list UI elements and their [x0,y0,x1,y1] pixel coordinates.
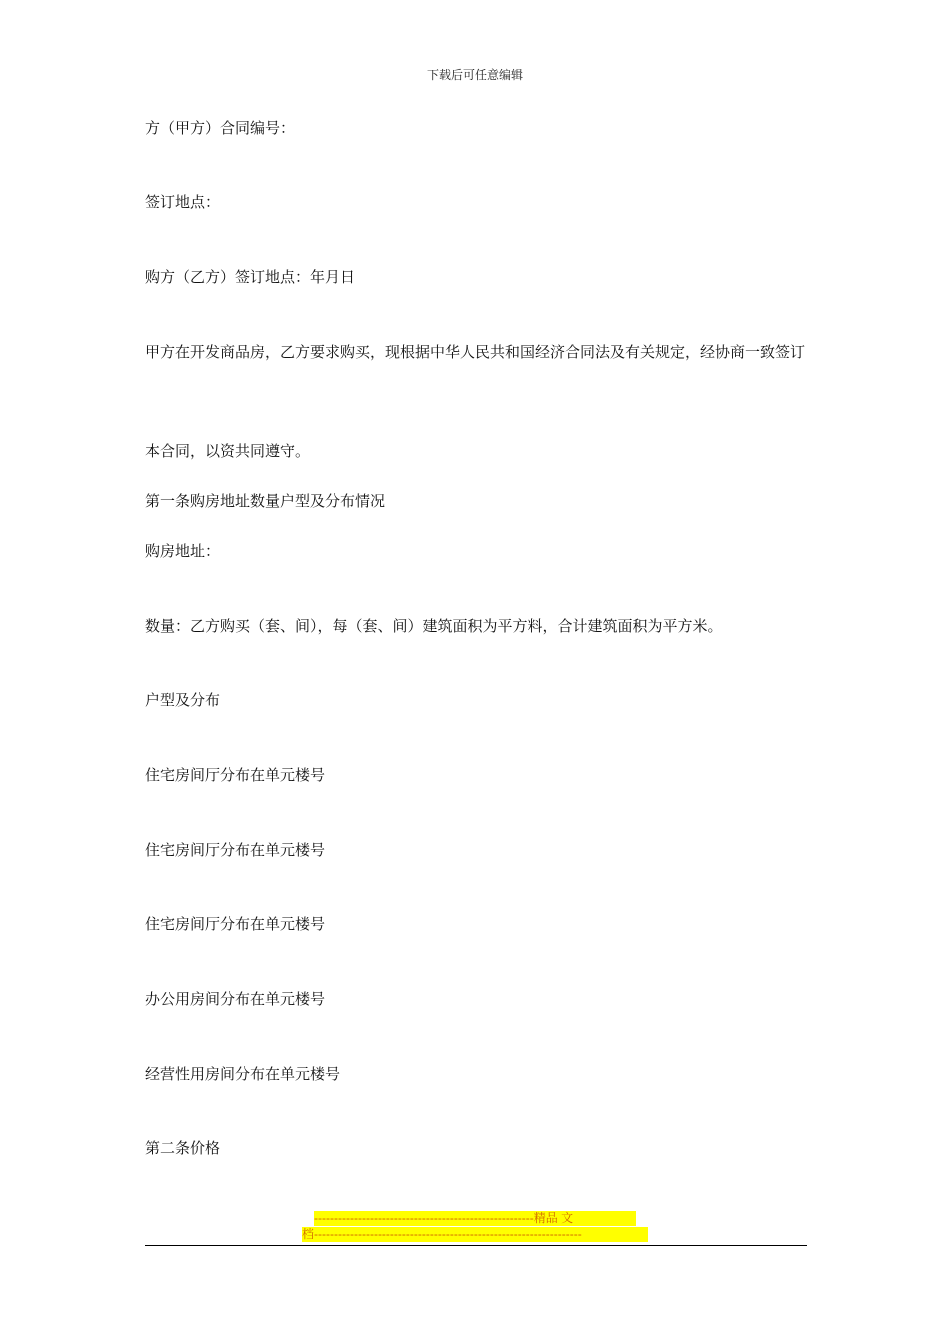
commercial-line: 经营性用房间分布在单元楼号 [145,1065,341,1083]
footer-highlight-line-1: -------------------------------------------------------精品 文 [314,1211,636,1226]
article-two-heading: 第二条价格 [145,1139,221,1157]
page-header: 下载后可任意编辑 [426,68,523,82]
office-line: 办公用房间分布在单元楼号 [145,990,326,1008]
contract-seller-line: 方（甲方）合同编号： [145,119,296,137]
intro-paragraph-end: 本合同，以资共同遵守。 [145,442,311,460]
residence-line-1: 住宅房间厅分布在单元楼号 [145,766,326,784]
residence-line-2: 住宅房间厅分布在单元楼号 [145,841,326,859]
article-one-heading: 第一条购房地址数量户型及分布情况 [145,492,386,510]
quantity-line: 数量：乙方购买（套、间），每（套、间）建筑面积为平方料，合计建筑面积为平方米。 [145,617,723,635]
contract-buyer-line: 购方（乙方）签订地点：年月日 [145,268,356,286]
purchase-address-line: 购房地址： [145,542,221,560]
residence-line-3: 住宅房间厅分布在单元楼号 [145,915,326,933]
footer-rule [145,1245,807,1246]
unit-type-heading: 户型及分布 [145,691,221,709]
footer-highlight-line-2: 档------------------------------------------------------------------- [302,1227,648,1242]
intro-paragraph: 甲方在开发商品房，乙方要求购买，现根据中华人民共和国经济合同法及有关规定，经协商一致签订 [145,343,806,361]
signing-place-line: 签订地点： [145,193,221,211]
